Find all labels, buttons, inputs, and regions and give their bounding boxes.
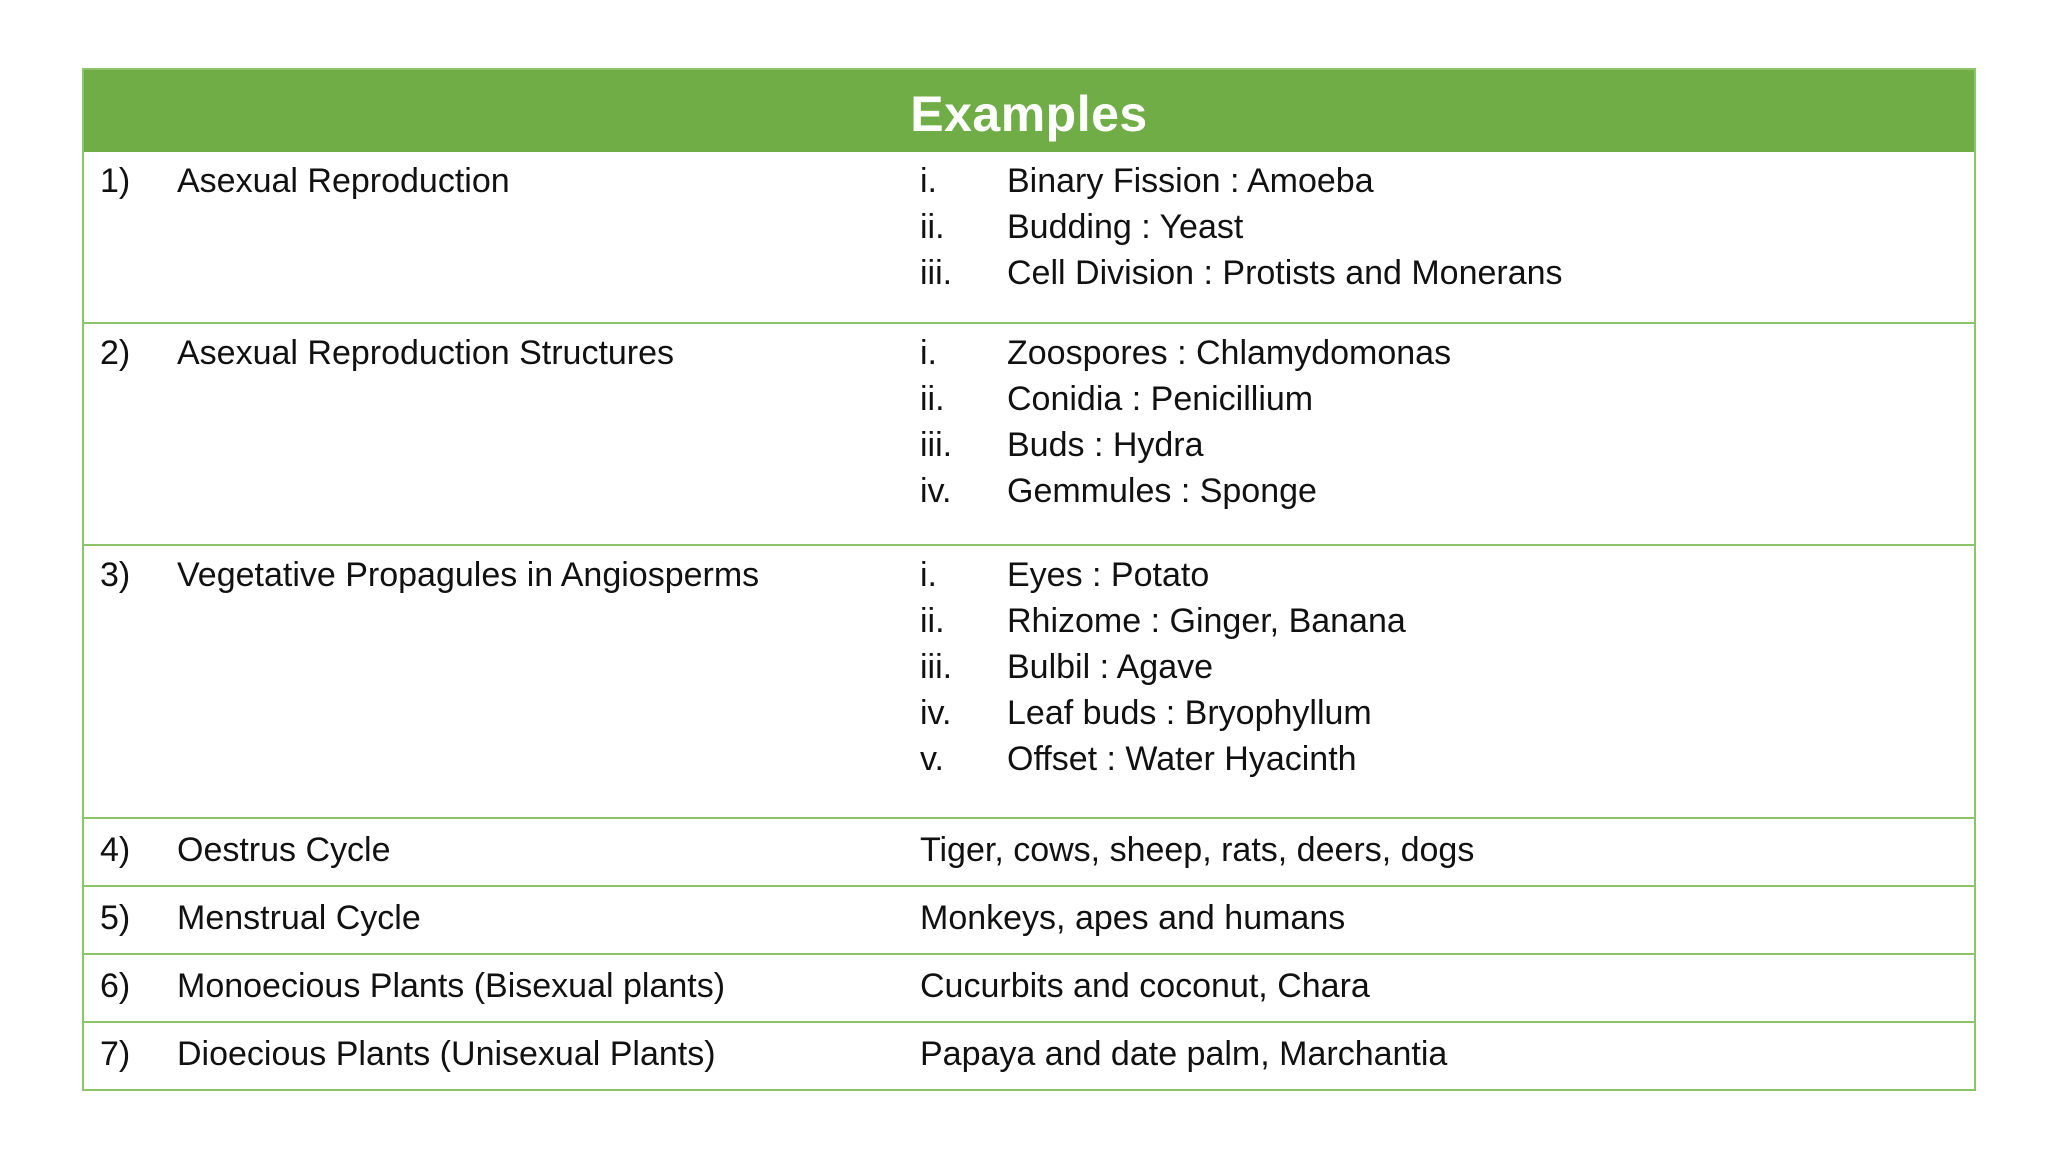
example-item <box>920 736 1974 782</box>
example-text: Leaf buds : Bryophyllum <box>1007 694 1372 732</box>
row-label: Oestrus Cycle <box>177 831 391 869</box>
row-topic <box>84 1023 920 1089</box>
row-value: Monkeys, apes and humans <box>920 899 1346 937</box>
example-text: Budding : Yeast <box>1007 208 1244 246</box>
row-value: Tiger, cows, sheep, rats, deers, dogs <box>920 831 1475 869</box>
row-value: Papaya and date palm, Marchantia <box>920 1035 1448 1073</box>
example-item <box>920 598 1974 644</box>
example-item <box>920 644 1974 690</box>
example-item <box>920 158 1974 204</box>
example-text: Offset : Water Hyacinth <box>1007 740 1357 778</box>
example-numeral: ii. <box>920 208 945 246</box>
table-row <box>84 544 1974 817</box>
table-row <box>84 322 1974 544</box>
example-item <box>920 250 1974 296</box>
example-item <box>920 690 1974 736</box>
row-number: 5) <box>100 899 131 937</box>
example-text: Gemmules : Sponge <box>1007 472 1317 510</box>
example-item <box>920 422 1974 468</box>
example-numeral: iv. <box>920 694 952 732</box>
header-title: Examples <box>910 86 1148 142</box>
row-number: 3) <box>100 556 131 594</box>
row-topic <box>84 546 920 817</box>
row-topic <box>84 887 920 953</box>
example-text: Bulbil : Agave <box>1007 648 1214 686</box>
example-text: Rhizome : Ginger, Banana <box>1007 602 1406 640</box>
row-examples <box>920 152 1974 322</box>
example-text: Cell Division : Protists and Monerans <box>1007 254 1563 292</box>
row-label: Asexual Reproduction <box>177 162 510 200</box>
row-topic <box>84 819 920 885</box>
row-topic <box>84 955 920 1021</box>
example-text: Binary Fission : Amoeba <box>1007 162 1374 200</box>
table-header <box>84 70 1974 152</box>
row-number: 6) <box>100 967 131 1005</box>
example-item <box>920 204 1974 250</box>
example-item <box>920 468 1974 514</box>
row-examples <box>920 324 1974 544</box>
example-text: Buds : Hydra <box>1007 426 1204 464</box>
example-numeral: i. <box>920 556 937 594</box>
example-text: Eyes : Potato <box>1007 556 1210 594</box>
row-topic <box>84 152 920 322</box>
example-numeral: iii. <box>920 426 953 464</box>
example-numeral: iii. <box>920 648 953 686</box>
example-text: Zoospores : Chlamydomonas <box>1007 334 1452 372</box>
row-label: Menstrual Cycle <box>177 899 421 937</box>
row-label: Dioecious Plants (Unisexual Plants) <box>177 1035 716 1073</box>
example-numeral: ii. <box>920 380 945 418</box>
row-number: 2) <box>100 334 131 372</box>
example-numeral: i. <box>920 334 937 372</box>
row-label: Monoecious Plants (Bisexual plants) <box>177 967 726 1005</box>
example-numeral: ii. <box>920 602 945 640</box>
row-label: Vegetative Propagules in Angiosperms <box>177 556 760 594</box>
row-number: 7) <box>100 1035 131 1073</box>
examples-table <box>82 68 1976 1091</box>
table-row <box>84 1021 1974 1089</box>
row-number: 4) <box>100 831 131 869</box>
row-examples <box>920 546 1974 817</box>
row-value: Cucurbits and coconut, Chara <box>920 967 1370 1005</box>
table-row <box>84 152 1974 322</box>
example-numeral: v. <box>920 740 944 778</box>
table-row <box>84 817 1974 885</box>
example-item <box>920 330 1974 376</box>
example-numeral: iv. <box>920 472 952 510</box>
row-number: 1) <box>100 162 131 200</box>
example-item <box>920 376 1974 422</box>
row-label: Asexual Reproduction Structures <box>177 334 675 372</box>
table-row <box>84 953 1974 1021</box>
example-item <box>920 552 1974 598</box>
example-numeral: i. <box>920 162 937 200</box>
example-numeral: iii. <box>920 254 953 292</box>
table-row <box>84 885 1974 953</box>
row-topic <box>84 324 920 544</box>
example-text: Conidia : Penicillium <box>1007 380 1314 418</box>
